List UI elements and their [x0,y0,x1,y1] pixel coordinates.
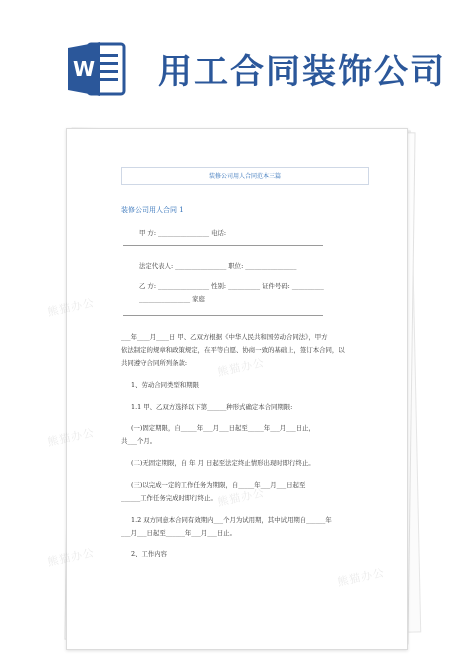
document-heading: 装修公司用人合同 1 [121,206,184,214]
watermark: 熊猫办公 [216,356,266,379]
legal-rep-line: 法定代表人: ________________ 职位: ________________ [139,262,297,270]
party-a-line: 甲 方: ________________ 电话: [139,229,227,237]
watermark: 熊猫办公 [336,566,386,589]
watermark: 熊猫办公 [46,296,96,319]
toc-title: 装修公司用人合同范本三篇 [208,173,281,180]
clause-line: (三)以完成一定的工作任务为期限，自_____年___月___日起至 [131,481,306,489]
clause-line: 1.1 甲、乙双方选择以下第______种形式确定本合同期限: [131,403,293,411]
blank-rule [123,245,323,246]
clause-line: (二)无固定期限，自 年 月 日起至法定终止情形出现时即行终止。 [131,459,315,467]
paragraph-line: ___年____月____日 甲、乙双方根据《中华人民共和国劳动合同法》，甲方 [121,333,328,341]
clause-line: 1.2 双方同意本合同有效期内___个月为试用期，其中试用期自______年 [131,516,332,524]
paragraph-line: 依法制定的规章和政策规定，在平等自愿、协商一致的基础上，签订本合同，以 [121,346,345,354]
document-page [46,128,408,650]
watermark: 熊猫办公 [216,486,266,509]
watermark: 熊猫办公 [46,546,96,569]
page-title: 用工合同装饰公司 [158,52,446,92]
blank-rule [123,315,323,316]
section-heading: 2、工作内容 [131,550,168,558]
clause-line: ___月___日起至______年___月___日止。 [121,529,237,537]
party-b-line: 乙 方: ________________ 性别: __________ 证件号码: __________ [139,282,324,290]
watermark: 熊猫办公 [46,426,96,449]
clause-line: (一)固定期限，自_____年___月___日起至_____年___月___日止， [131,424,315,432]
toc-box [121,167,369,185]
header-banner [0,0,474,118]
section-heading: 1、劳动合同类型和期限 [131,381,199,389]
word-document-icon [66,38,128,100]
family-line: ________________ 家庭 [139,295,205,303]
paragraph-line: 共同遵守合同所列条款: [121,359,188,367]
svg-text:W: W [72,57,96,81]
clause-line: ______工作任务完成时即行终止。 [121,494,217,502]
clause-line: 共___个月。 [121,437,157,445]
